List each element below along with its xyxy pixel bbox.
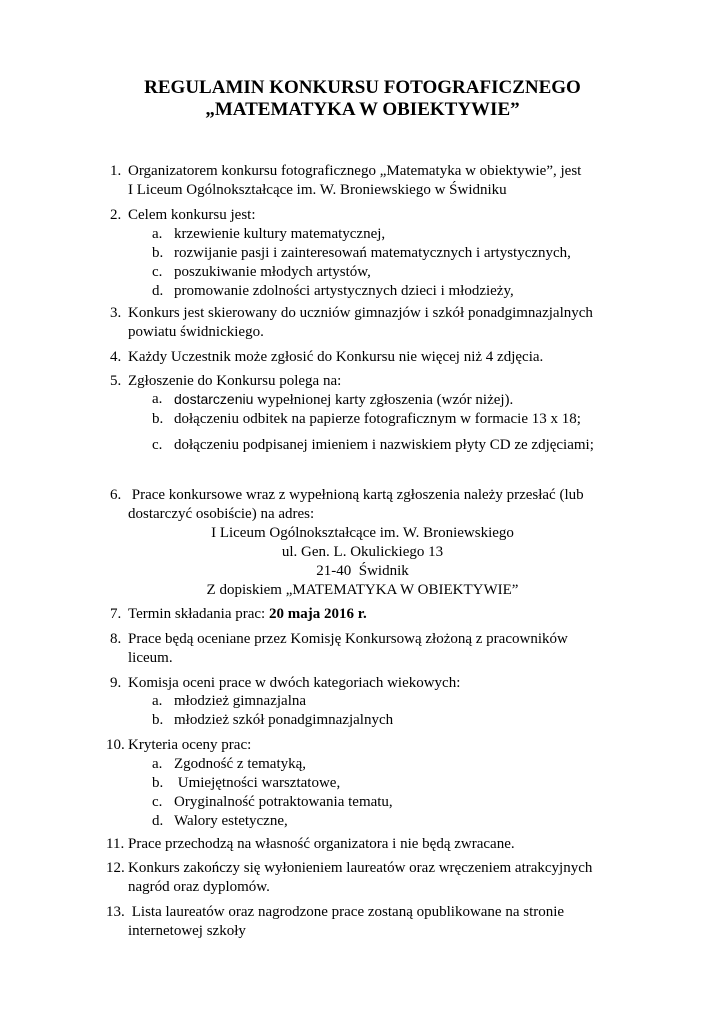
item-number: 1. [110,163,122,179]
item-number: 10. [106,737,125,753]
item-text: Organizatorem konkursu fotograficznego „Matematyka w obiektywie”, jest [128,163,582,179]
address-line: ul. Gen. L. Okulickiego 13 [281,544,444,560]
item-number: 4. [110,349,122,365]
address-line: Z dopiskiem „MATEMATYKA W OBIEKTYWIE” [206,582,519,598]
item-number: 7. [110,606,122,622]
item-text: Prace konkursowe wraz z wypełnioną kartą zgłoszenia należy przesłać (lub [128,487,584,503]
sub-item-text: Zgodność z tematyką, [174,756,307,772]
item-number: 5. [110,373,122,389]
item-text: nagród oraz dyplomów. [128,879,270,895]
item-text: I Liceum Ogólnokształcące im. W. Broniewskiego w Świdniku [128,182,507,198]
sub-item-text [174,390,513,410]
sub-item-text: krzewienie kultury matematycznej, [174,226,386,242]
item-number: 8. [110,631,122,647]
sub-item-text: młodzież gimnazjalna [174,693,307,709]
address-line: I Liceum Ogólnokształcące im. W. Broniewskiego [211,525,514,541]
document-title-line-1: REGULAMIN KONKURSU FOTOGRAFICZNEGO [144,77,581,98]
item-text: Zgłoszenie do Konkursu polega na: [128,373,342,389]
sub-letter: a. [152,391,163,407]
item-text: liceum. [128,650,173,666]
sub-item-text: dołączeniu odbitek na papierze fotograficznym w formacie 13 x 18; [174,411,581,427]
sub-item-text: młodzież szkół ponadgimnazjalnych [174,712,394,728]
sub-item-text: Umiejętności warsztatowe, [174,775,341,791]
item-text: Komisja oceni prace w dwóch kategoriach wiekowych: [128,675,461,691]
item-number: 9. [110,675,122,691]
sub-item-text: dołączeniu podpisanej imieniem i nazwiskiem płyty CD ze zdjęciami; [174,437,594,453]
document-title-line-2: „MATEMATYKA W OBIEKTYWIE” [205,99,520,120]
sub-letter: c. [152,794,163,810]
sub-letter: a. [152,756,163,772]
sub-letter: b. [152,775,164,791]
sub-letter: b. [152,712,164,728]
item-number: 2. [110,207,122,223]
sub-item-text: Walory estetyczne, [174,813,288,829]
deadline-date: 20 maja 2016 r. [268,606,367,622]
item-text [128,605,367,624]
item-number: 6. [110,487,122,503]
item-text: internetowej szkoły [128,923,246,939]
sub-letter: a. [152,693,163,709]
sub-item-text: Oryginalność potraktowania tematu, [174,794,393,810]
sub-item-text: rozwijanie pasji i zainteresowań matematycznych i artystycznych, [174,245,571,261]
item-number: 3. [110,305,122,321]
item-text: Prace będą oceniane przez Komisję Konkursową złożoną z pracowników [128,631,568,647]
item-number: 12. [106,860,125,876]
sub-item-text: poszukiwanie młodych artystów, [174,264,371,280]
item-text: Kryteria oceny prac: [128,737,252,753]
sub-letter: b. [152,245,164,261]
sub-letter: d. [152,813,164,829]
sub-letter: c. [152,264,163,280]
item-text: Konkurs jest skierowany do uczniów gimnazjów i szkół ponadgimnazjalnych [128,305,593,321]
sub-letter: d. [152,283,164,299]
sub-item-text: promowanie zdolności artystycznych dzieci i młodzieży, [174,283,514,299]
address-line: 21-40 Świdnik [316,563,409,579]
item-number: 13. [106,904,125,920]
sub-item-text-rest: wypełnionej karty zgłoszenia (wzór niżej). [253,392,514,408]
item-text: Prace przechodzą na własność organizatora i nie będą zwracane. [128,836,515,852]
sub-item-text-sans: dostarczeniu [174,391,254,407]
item-number: 11. [106,836,125,852]
item-text: dostarczyć osobiście) na adres: [128,506,315,522]
item-text: powiatu świdnickiego. [128,324,264,340]
sub-letter: a. [152,226,163,242]
item-text: Każdy Uczestnik może zgłosić do Konkursu nie więcej niż 4 zdjęcia. [128,349,544,365]
item-text: Lista laureatów oraz nagrodzone prace zostaną opublikowane na stronie [128,904,565,920]
deadline-label: Termin składania prac: [128,606,269,622]
item-text: Konkurs zakończy się wyłonieniem laureatów oraz wręczeniem atrakcyjnych [128,860,593,876]
sub-letter: b. [152,411,164,427]
sub-letter: c. [152,437,163,453]
item-text: Celem konkursu jest: [128,207,256,223]
